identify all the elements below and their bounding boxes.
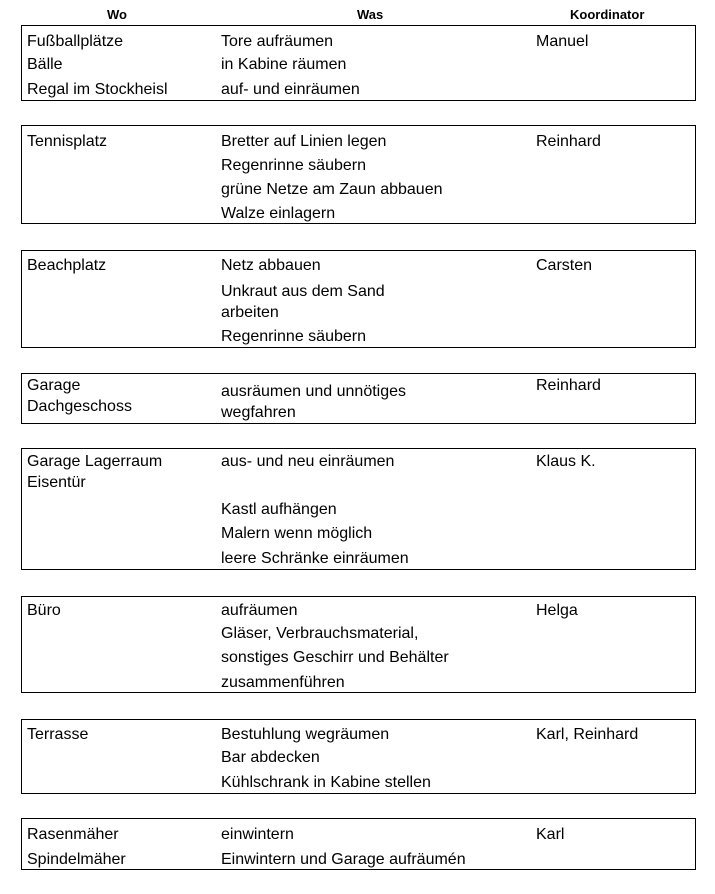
koordinator-cell: Karl [536,826,565,843]
column-header-was: Was [357,7,384,22]
koordinator-cell: Reinhard [536,133,601,150]
was-cell: Regenrinne säubern [221,328,366,345]
koordinator-cell: Carsten [536,257,593,274]
task-section-buero [21,596,696,693]
was-cell: auf- und einräumen [221,81,360,98]
koordinator-cell: Helga [536,602,578,619]
was-cell: einwintern [221,826,294,843]
wo-cell: Bälle [27,56,63,73]
was-cell: Netz abbauen [221,257,321,274]
was-cell: Einwintern und Garage aufräumén [221,851,466,868]
wo-cell: Büro [27,602,61,619]
was-cell: leere Schränke einräumen [221,550,409,567]
was-cell: in Kabine räumen [221,56,347,73]
was-cell: Gläser, Verbrauchsmaterial, [221,625,419,642]
column-header-wo: Wo [107,7,127,22]
wo-cell: Spindelmäher [27,851,126,868]
was-cell: aufräumen [221,602,298,619]
was-cell: zusammenführen [221,674,345,691]
column-header-koordinator: Koordinator [570,7,645,22]
was-cell: Malern wenn möglich [221,525,373,542]
wo-cell: Tennisplatz [27,133,108,150]
koordinator-cell: Manuel [536,33,589,50]
was-cell: grüne Netze am Zaun abbauen [221,181,443,198]
wo-cell: Garage Lagerraum [27,453,163,470]
wo-cell: Terrasse [27,726,89,743]
koordinator-cell: Karl, Reinhard [536,726,639,743]
wo-cell: Dachgeschoss [27,398,132,415]
was-cell: ausräumen und unnötiges [221,383,407,400]
was-cell: Bretter auf Linien legen [221,133,387,150]
was-cell: sonstiges Geschirr und Behälter [221,649,449,666]
wo-cell: Fußballplätze [27,33,124,50]
was-cell: Kühlschrank in Kabine stellen [221,774,431,791]
was-cell: Walze einlagern [221,205,336,222]
was-cell: Tore aufräumen [221,33,334,50]
was-cell: Unkraut aus dem Sand [221,283,385,300]
was-cell: wegfahren [221,404,296,421]
wo-cell: Rasenmäher [27,826,119,843]
was-cell: Bestuhlung wegräumen [221,726,390,743]
wo-cell: Eisentür [27,474,86,491]
was-cell: arbeiten [221,304,279,321]
was-cell: Regenrinne säubern [221,157,366,174]
wo-cell: Regal im Stockheisl [27,81,168,98]
wo-cell: Garage [27,377,81,394]
koordinator-cell: Klaus K. [536,453,596,470]
wo-cell: Beachplatz [27,257,107,274]
was-cell: Kastl aufhängen [221,501,337,518]
was-cell: Bar abdecken [221,749,320,766]
koordinator-cell: Reinhard [536,377,601,394]
was-cell: aus- und neu einräumen [221,453,395,470]
